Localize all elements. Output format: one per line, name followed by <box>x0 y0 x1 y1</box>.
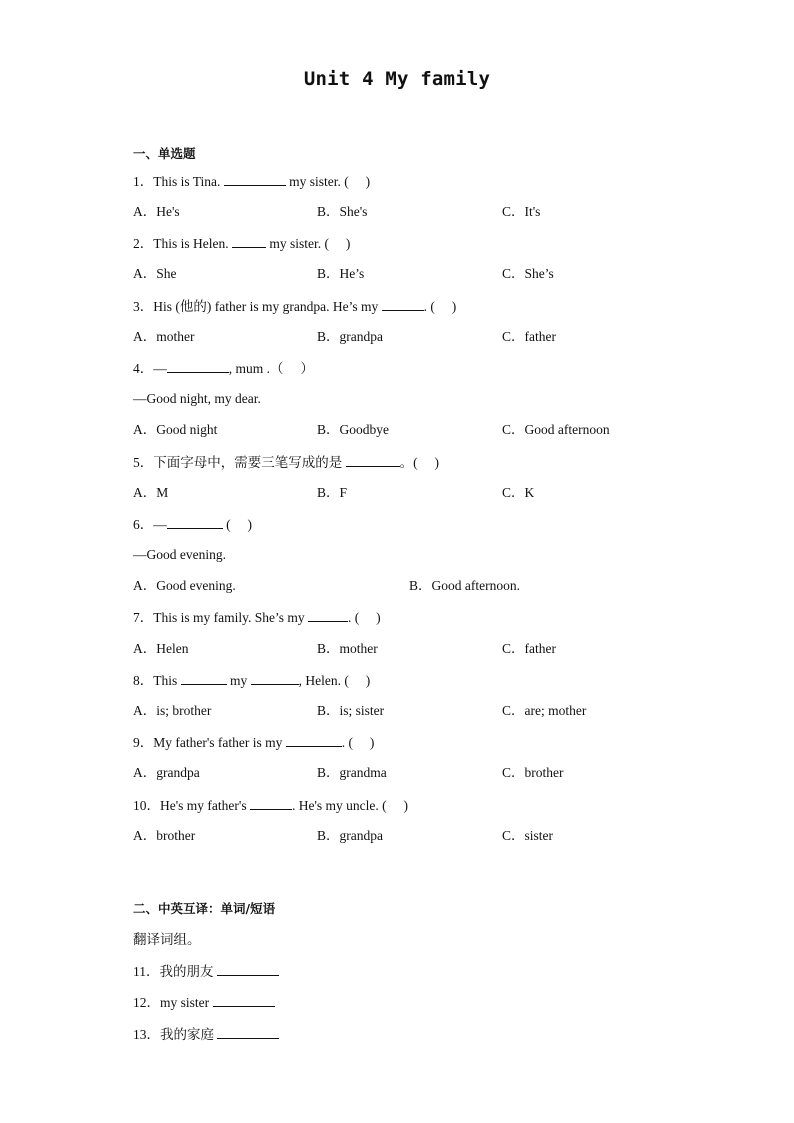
question-text: my sister <box>160 995 213 1010</box>
question-text: This is Helen. <box>153 236 232 251</box>
question-text-tail: my sister. ( ) <box>266 236 351 251</box>
section-heading-translation: 二、中英互译：单词/短语 <box>133 901 276 916</box>
question-number: 10． <box>133 798 160 813</box>
option-a[interactable]: A．mother <box>133 329 195 344</box>
question-text-tail: , Helen. ( ) <box>298 673 371 688</box>
question-text: — <box>153 361 167 376</box>
option-c[interactable]: C．She’s <box>502 266 554 281</box>
question-text-tail: . ( ) <box>423 299 457 314</box>
question-6-reply: —Good evening. <box>133 547 226 562</box>
answer-blank-2[interactable] <box>251 671 299 685</box>
answer-blank[interactable] <box>167 359 229 373</box>
option-a[interactable]: A．Helen <box>133 641 189 656</box>
question-text-tail: . He's my uncle. ( ) <box>291 798 408 813</box>
answer-blank[interactable] <box>250 796 292 810</box>
answer-blank[interactable] <box>232 234 266 248</box>
question-text: My father's father is my <box>153 735 286 750</box>
option-a[interactable]: A．Good evening. <box>133 578 236 593</box>
answer-blank[interactable] <box>308 608 348 622</box>
option-c[interactable]: C．K <box>502 485 535 500</box>
question-5 <box>133 453 439 472</box>
question-text: This is my family. She’s my <box>153 610 308 625</box>
question-number: 5． <box>133 455 154 470</box>
answer-blank[interactable] <box>286 733 342 747</box>
question-number: 11． <box>133 964 160 979</box>
option-b[interactable]: B．is; sister <box>317 703 385 718</box>
question-4-reply: —Good night, my dear. <box>133 391 261 406</box>
question-text-tail: 。( ) <box>399 455 439 470</box>
question-number: 8． <box>133 673 154 688</box>
question-4 <box>133 359 314 378</box>
answer-blank[interactable] <box>217 1025 279 1039</box>
question-text-tail: , mum .（ ） <box>228 361 314 376</box>
question-1 <box>133 172 370 191</box>
question-3 <box>133 297 456 316</box>
question-number: 3． <box>133 299 154 314</box>
option-c[interactable]: C．father <box>502 329 556 344</box>
answer-blank[interactable] <box>167 515 223 529</box>
option-c[interactable]: C．It's <box>502 204 541 219</box>
question-number: 7． <box>133 610 154 625</box>
question-text-tail: . ( ) <box>341 735 375 750</box>
option-b[interactable]: B．grandpa <box>317 828 383 843</box>
option-a[interactable]: A．brother <box>133 828 196 843</box>
option-a[interactable]: A．grandpa <box>133 765 200 780</box>
option-a[interactable]: A．is; brother <box>133 703 212 718</box>
question-number: 1． <box>133 174 154 189</box>
question-12 <box>133 993 275 1012</box>
option-b[interactable]: B．grandpa <box>317 329 383 344</box>
answer-blank[interactable] <box>217 962 279 976</box>
question-text-tail: my sister. ( ) <box>285 174 371 189</box>
question-9 <box>133 733 374 752</box>
question-7 <box>133 608 381 627</box>
option-b[interactable]: B．mother <box>317 641 378 656</box>
question-text: — <box>153 517 167 532</box>
question-number: 13． <box>133 1027 160 1042</box>
question-number: 6． <box>133 517 154 532</box>
question-text: 我的朋友 <box>159 964 217 979</box>
option-a[interactable]: A．M <box>133 485 169 500</box>
option-c[interactable]: C．father <box>502 641 556 656</box>
option-b[interactable]: B．Good afternoon. <box>409 578 520 593</box>
option-b[interactable]: B．He’s <box>317 266 365 281</box>
option-a[interactable]: A．He's <box>133 204 180 219</box>
question-8 <box>133 671 370 690</box>
answer-blank[interactable] <box>224 172 286 186</box>
answer-blank[interactable] <box>382 297 424 311</box>
question-2 <box>133 234 350 253</box>
question-text: 下面字母中，需要三笔写成的是 <box>153 455 346 470</box>
option-b[interactable]: B．grandma <box>317 765 387 780</box>
option-c[interactable]: C．Good afternoon <box>502 422 610 437</box>
question-text-mid: my <box>226 673 251 688</box>
question-text-tail: ( ) <box>222 517 252 532</box>
question-number: 12． <box>133 995 160 1010</box>
answer-blank[interactable] <box>346 453 400 467</box>
section-heading-single-choice: 一、单选题 <box>133 146 196 161</box>
option-c[interactable]: C．brother <box>502 765 564 780</box>
question-text: His (他的) father is my grandpa. He’s my <box>153 299 382 314</box>
page-title: Unit 4 My family <box>303 68 491 90</box>
option-c[interactable]: C．are; mother <box>502 703 587 718</box>
option-a[interactable]: A．Good night <box>133 422 218 437</box>
question-13 <box>133 1025 279 1044</box>
question-6 <box>133 515 252 534</box>
question-number: 4． <box>133 361 154 376</box>
question-text: This is Tina. <box>153 174 224 189</box>
option-b[interactable]: B．Goodbye <box>317 422 389 437</box>
question-10 <box>133 796 408 815</box>
question-11 <box>133 962 279 981</box>
question-text: 我的家庭 <box>160 1027 218 1042</box>
question-text: He's my father's <box>160 798 250 813</box>
question-number: 9． <box>133 735 154 750</box>
option-c[interactable]: C．sister <box>502 828 554 843</box>
question-number: 2． <box>133 236 154 251</box>
answer-blank[interactable] <box>213 993 275 1007</box>
option-a[interactable]: A．She <box>133 266 177 281</box>
section-instruction: 翻译词组。 <box>133 932 201 947</box>
option-b[interactable]: B．F <box>317 485 348 500</box>
question-text: This <box>153 673 181 688</box>
question-text-tail: . ( ) <box>348 610 381 625</box>
answer-blank-1[interactable] <box>181 671 227 685</box>
option-b[interactable]: B．She's <box>317 204 368 219</box>
